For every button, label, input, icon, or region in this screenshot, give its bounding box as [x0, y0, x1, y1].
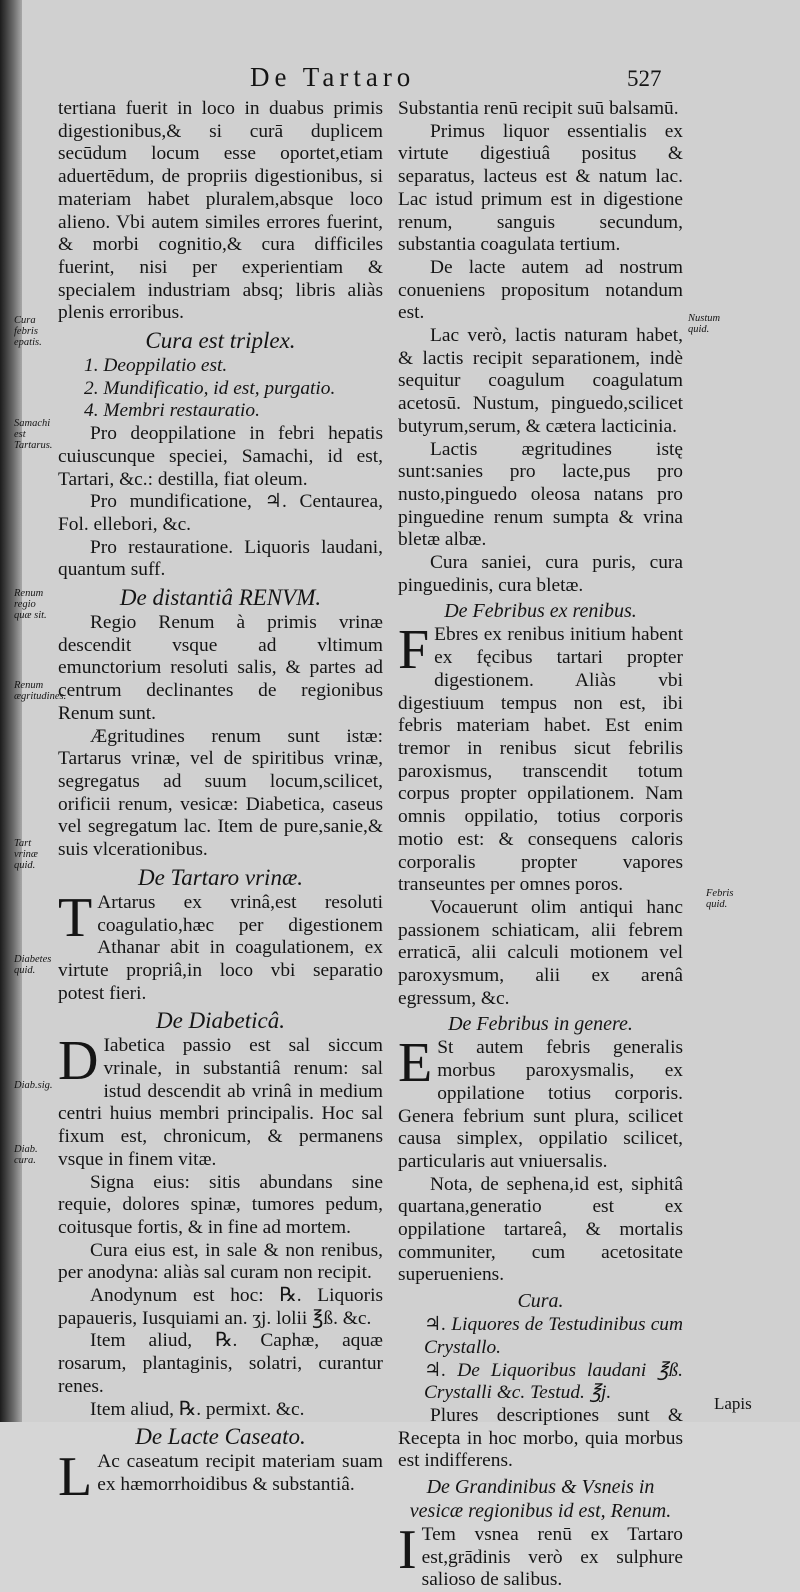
margin-note: Tart vrinæ quid.: [14, 838, 38, 871]
page-gutter-shadow: [0, 0, 22, 1422]
margin-note: Samachi est Tartarus.: [14, 418, 53, 451]
section-heading: De distantiâ RENVM.: [119, 585, 322, 611]
margin-note: Cura febris epatis.: [14, 315, 42, 348]
paragraph-text: Ebres ex renibus initium habent ex fęcibus tartari propter digestionem. Aliàs vbi digestiuum tempus non est, ibi febris materiam habet. Est enim tremor in renibus sicut febrilis paroxismus, transcendit totum corpus propter oppilationem. Nam omnis oppilatio, totius corporis motio est: & consequens caloris corporalis propter vapores transeuntes per omnes poros.: [398, 624, 683, 896]
drop-cap: D: [58, 1030, 99, 1093]
margin-note: Renum ægritudines.: [14, 680, 67, 702]
paragraph: Cura eius est, in sale & non renibus, per anodyna: aliàs sal curam non recipit.: [58, 1239, 383, 1284]
running-title: De Tartaro: [250, 62, 416, 92]
paragraph: [58, 886, 383, 1006]
drop-cap: T: [58, 886, 93, 949]
margin-note: Nustum quid.: [688, 313, 721, 335]
drop-cap: E: [398, 1032, 433, 1095]
paragraph: [398, 619, 683, 896]
recipe-line: ♃. De Liquoribus laudani ℥ß. Crystalli &c. Testud. ℥j.: [424, 1359, 683, 1404]
paragraph-text: St autem febris generalis morbus paroxysmalis, ex oppilatione totius corporis. Genera febrium sunt plura, scilicet causa simplex, oppilatio scilicet, particularis aut vniuersalis.: [398, 1037, 683, 1172]
paragraph: [398, 1032, 683, 1173]
paragraph: Plures descriptiones sunt & Recepta in hoc morbo, quia morbus est indifferens.: [398, 1404, 683, 1472]
paragraph: Vocauerunt olim antiqui hanc passionem schiaticam, alii febrem erraticā, alii calculi motionem vel paroxysmum, alii ex arenâ egressum, &c.: [398, 896, 683, 1009]
section-heading: De Febribus ex renibus.: [444, 600, 637, 623]
paragraph: Nota, de sephena,id est, siphitâ quartana,generatio est ex oppilatione tartareâ, & mortalis communiter, cum acetositate superueniens.: [398, 1173, 683, 1286]
section-heading: De Lacte Caseato.: [135, 1424, 306, 1450]
paragraph: [398, 1519, 683, 1592]
paragraph-text: Artarus ex vrinâ,est resoluti coagulatio,hæc per digestionem Athanar abit in coagulationem, ex virtute propriâ,in loco vbi separatio potest fieri.: [58, 891, 383, 1004]
paragraph: Cura saniei, cura puris, cura pinguedinis, cura bletæ.: [398, 552, 683, 596]
section-heading: De Tartaro vrinæ.: [137, 864, 304, 890]
catchword: Lapis: [714, 1394, 752, 1413]
section-heading: De Grandinibus & Vsneis in vesicæ regionibus id est, Renum.: [409, 1476, 672, 1523]
paragraph: Item aliud, ℞. Caphæ, aquæ rosarum, plantaginis, solatri, curantur renes.: [58, 1330, 383, 1397]
paragraph: Item aliud, ℞. permixt. &c.: [90, 1398, 305, 1420]
paragraph-text: Iabetica passio est sal siccum vrinale, in substantiâ renum: sal istud descendit ab vrinâ in medium centri huius membri principalis. Hoc sal fixum est, chronicum, & permanens vsque in finem vitæ.: [58, 1035, 383, 1170]
margin-note: Diabetes quid.: [14, 954, 52, 976]
paragraph: Substantia renū recipit suū balsamū.: [398, 98, 679, 119]
drop-cap: I: [398, 1519, 417, 1582]
paragraph: Lactis ægritudines istę sunt:sanies pro lacte,pus pro nusto,pinguedo oleosa natans pro pinguedine renum sumpta & vrina bletæ albæ.: [398, 438, 683, 551]
paragraph-text: Ac caseatum recipit materiam suam ex hæmorrhoidibus & substantiâ.: [97, 1451, 383, 1495]
margin-note: Febris quid.: [706, 888, 734, 910]
paragraph: Primus liquor essentialis ex virtute digestiuâ positus & separatus, lacteus est & natum lac. Lac istud primum est in digestione renum, sanguis secundum, substantia coagulata tertium.: [398, 120, 683, 256]
drop-cap: L: [58, 1446, 93, 1509]
recipe-line: ♃. Liquores de Testudinibus cum Crystallo.: [424, 1314, 683, 1358]
paragraph: Regio Renum à primis vrinæ descendit vsque ad vltimum emunctorium resoluti salis, & partes ad centrum declinantes de regionibus Renum sunt.: [58, 612, 383, 724]
paragraph: Pro mundificatione, ♃. Centaurea, Fol. ellebori, &c.: [58, 491, 383, 535]
section-heading: Cura.: [517, 1290, 564, 1313]
section-heading: De Febribus in genere.: [448, 1013, 633, 1036]
right-column: [398, 98, 683, 1592]
paragraph: tertiana fuerit in loco in duabus primis digestionibus,& si curā duplicem secūdum locum esse oportet,etiam aduertēdum, de propriis digestionibus, si materiam habet pluralem,absque loco alieno. Vbi autem similes errores fuerint, & morbi cognitio,& cura difficiles fuerint, nisi per experientiam & specialem industriam absq; libris aliàs plenis erroribus.: [58, 98, 383, 324]
paragraph: Pro restauratione. Liquoris laudani, quantum suff.: [58, 536, 383, 581]
paragraph: [58, 1030, 383, 1171]
list-item: 2. Mundificatio, id est, purgatio.: [84, 377, 336, 399]
paragraph: Signa eius: sitis abundans sine requie, dolores spinæ, tumores pedum, coitusque fortis, & in fine ad mortem.: [58, 1171, 383, 1238]
drop-cap: F: [398, 619, 430, 682]
margin-note: Renum regio quæ sit.: [14, 588, 47, 621]
paragraph: Anodynum est hoc: ℞. Liquoris papaueris, Iusquiami an. ʒj. lolii ℥ß. &c.: [58, 1285, 383, 1329]
page-number: 527: [627, 66, 662, 91]
paragraph: Pro deoppilatione in febri hepatis cuiuscunque speciei, Samachi, id est, Tartari, &c.: destilla, fiat oleum.: [58, 423, 383, 490]
paragraph: Ægritudines renum sunt istæ: Tartarus vrinæ, vel de spiritibus vrinæ, segregatus ad suum locum,scilicet, orificii renum, vesicæ: Diabetica, caseus vel segregatum lac. Item de pure,sanie,& suis vlcerationibus.: [58, 725, 383, 861]
section-heading: Cura est triplex.: [145, 328, 296, 354]
paragraph-text: Tem vsnea renū ex Tartaro est,grādinis verò ex sulphure salioso de salibus.: [421, 1524, 683, 1591]
margin-note: Diab. cura.: [14, 1144, 38, 1166]
margin-note: Diab.sig.: [14, 1080, 53, 1091]
list-item: 1. Deoppilatio est.: [84, 355, 228, 377]
paragraph: [58, 1446, 383, 1509]
paragraph: De lacte autem ad nostrum conueniens propositum notandum est.: [398, 256, 683, 324]
section-heading: De Diabeticâ.: [155, 1008, 285, 1034]
paragraph: Lac verò, lactis naturam habet, & lactis recipit separationem, indè sequitur coagulum coagulatum acetosū. Nustum, pinguedo,scilicet butyrum,serum, & cætera lacticinia.: [398, 325, 683, 437]
left-column: [58, 98, 383, 1509]
list-item: 4. Membri restauratio.: [84, 400, 260, 422]
